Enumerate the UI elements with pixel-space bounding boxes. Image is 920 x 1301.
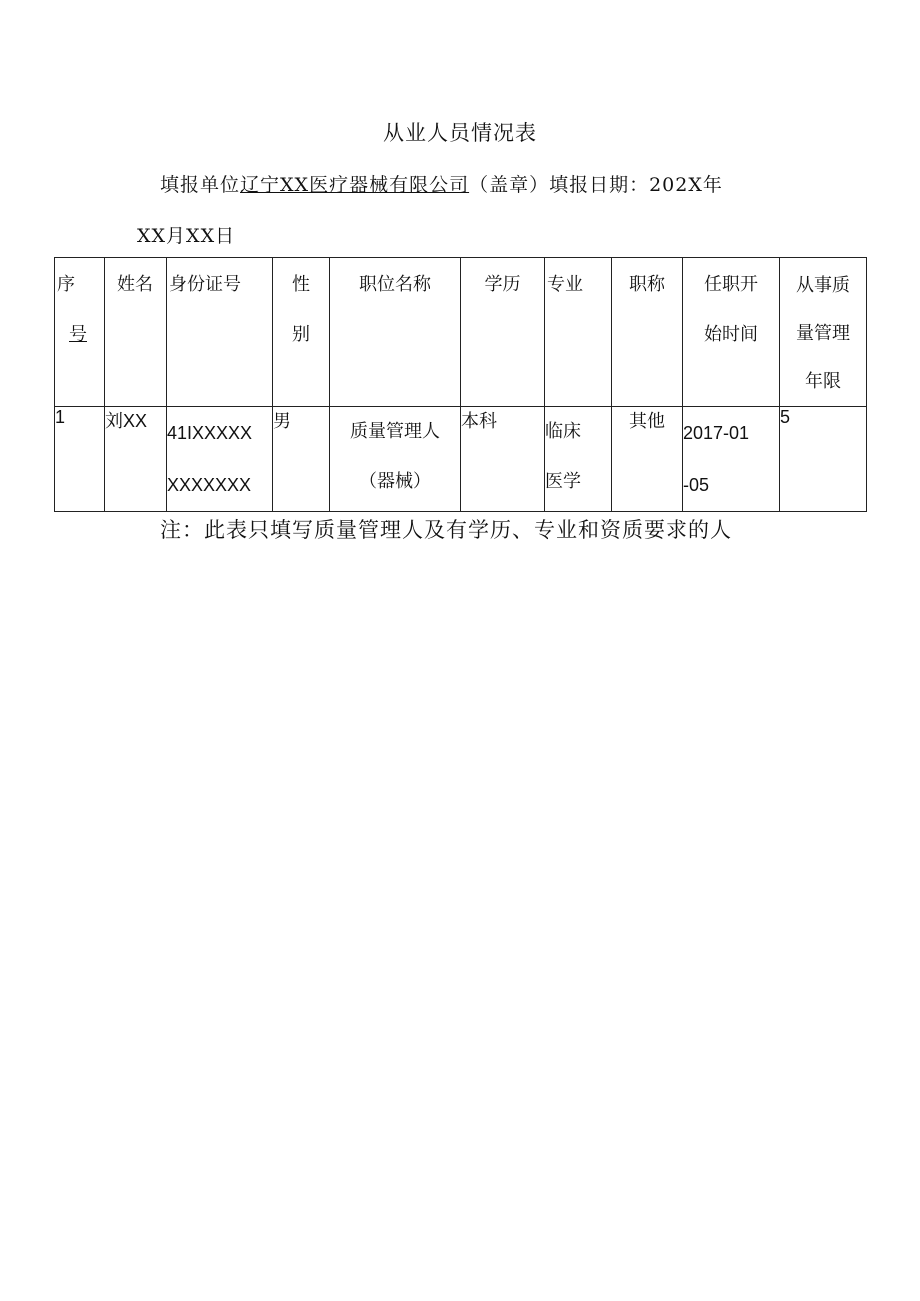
cell-position: 质量管理人 （器械） <box>330 407 461 512</box>
fill-date-label: （盖章）填报日期：202X年 <box>469 174 723 196</box>
cell-title: 其他 <box>612 407 683 512</box>
fill-info-line <box>160 170 800 197</box>
header-gender: 性 别 <box>273 258 330 407</box>
cell-start-date: 2017-01 -05 <box>683 407 780 512</box>
fill-date-rest: XX月XX日 <box>137 225 236 247</box>
table-row <box>55 407 867 512</box>
fill-unit-label: 填报单位 <box>160 174 241 196</box>
cell-id: 41IXXXXX XXXXXXX <box>167 407 273 512</box>
header-position: 职位名称 <box>330 258 461 407</box>
header-seq: 序 号 <box>55 258 105 407</box>
cell-years: 5 <box>780 407 867 512</box>
header-education: 学历 <box>461 258 545 407</box>
cell-major: 临床 医学 <box>545 407 612 512</box>
staff-table <box>54 257 867 512</box>
header-name: 姓名 <box>105 258 167 407</box>
header-major: 专业 <box>545 258 612 407</box>
header-id: 身份证号 <box>167 258 273 407</box>
cell-education: 本科 <box>461 407 545 512</box>
cell-name: 刘XX <box>105 407 167 512</box>
fill-unit-name: 辽宁XX医疗器械有限公司 <box>240 174 470 196</box>
cell-seq: 1 <box>55 407 105 512</box>
cell-gender: 男 <box>273 407 330 512</box>
page-title: 从业人员情况表 <box>383 121 537 145</box>
table-header-row <box>55 258 867 407</box>
header-title: 职称 <box>612 258 683 407</box>
footnote: 注：此表只填写质量管理人及有学历、专业和资质要求的人 <box>160 518 732 542</box>
header-start-date: 任职开 始时间 <box>683 258 780 407</box>
header-years: 从事质 量管理 年限 <box>780 258 867 407</box>
